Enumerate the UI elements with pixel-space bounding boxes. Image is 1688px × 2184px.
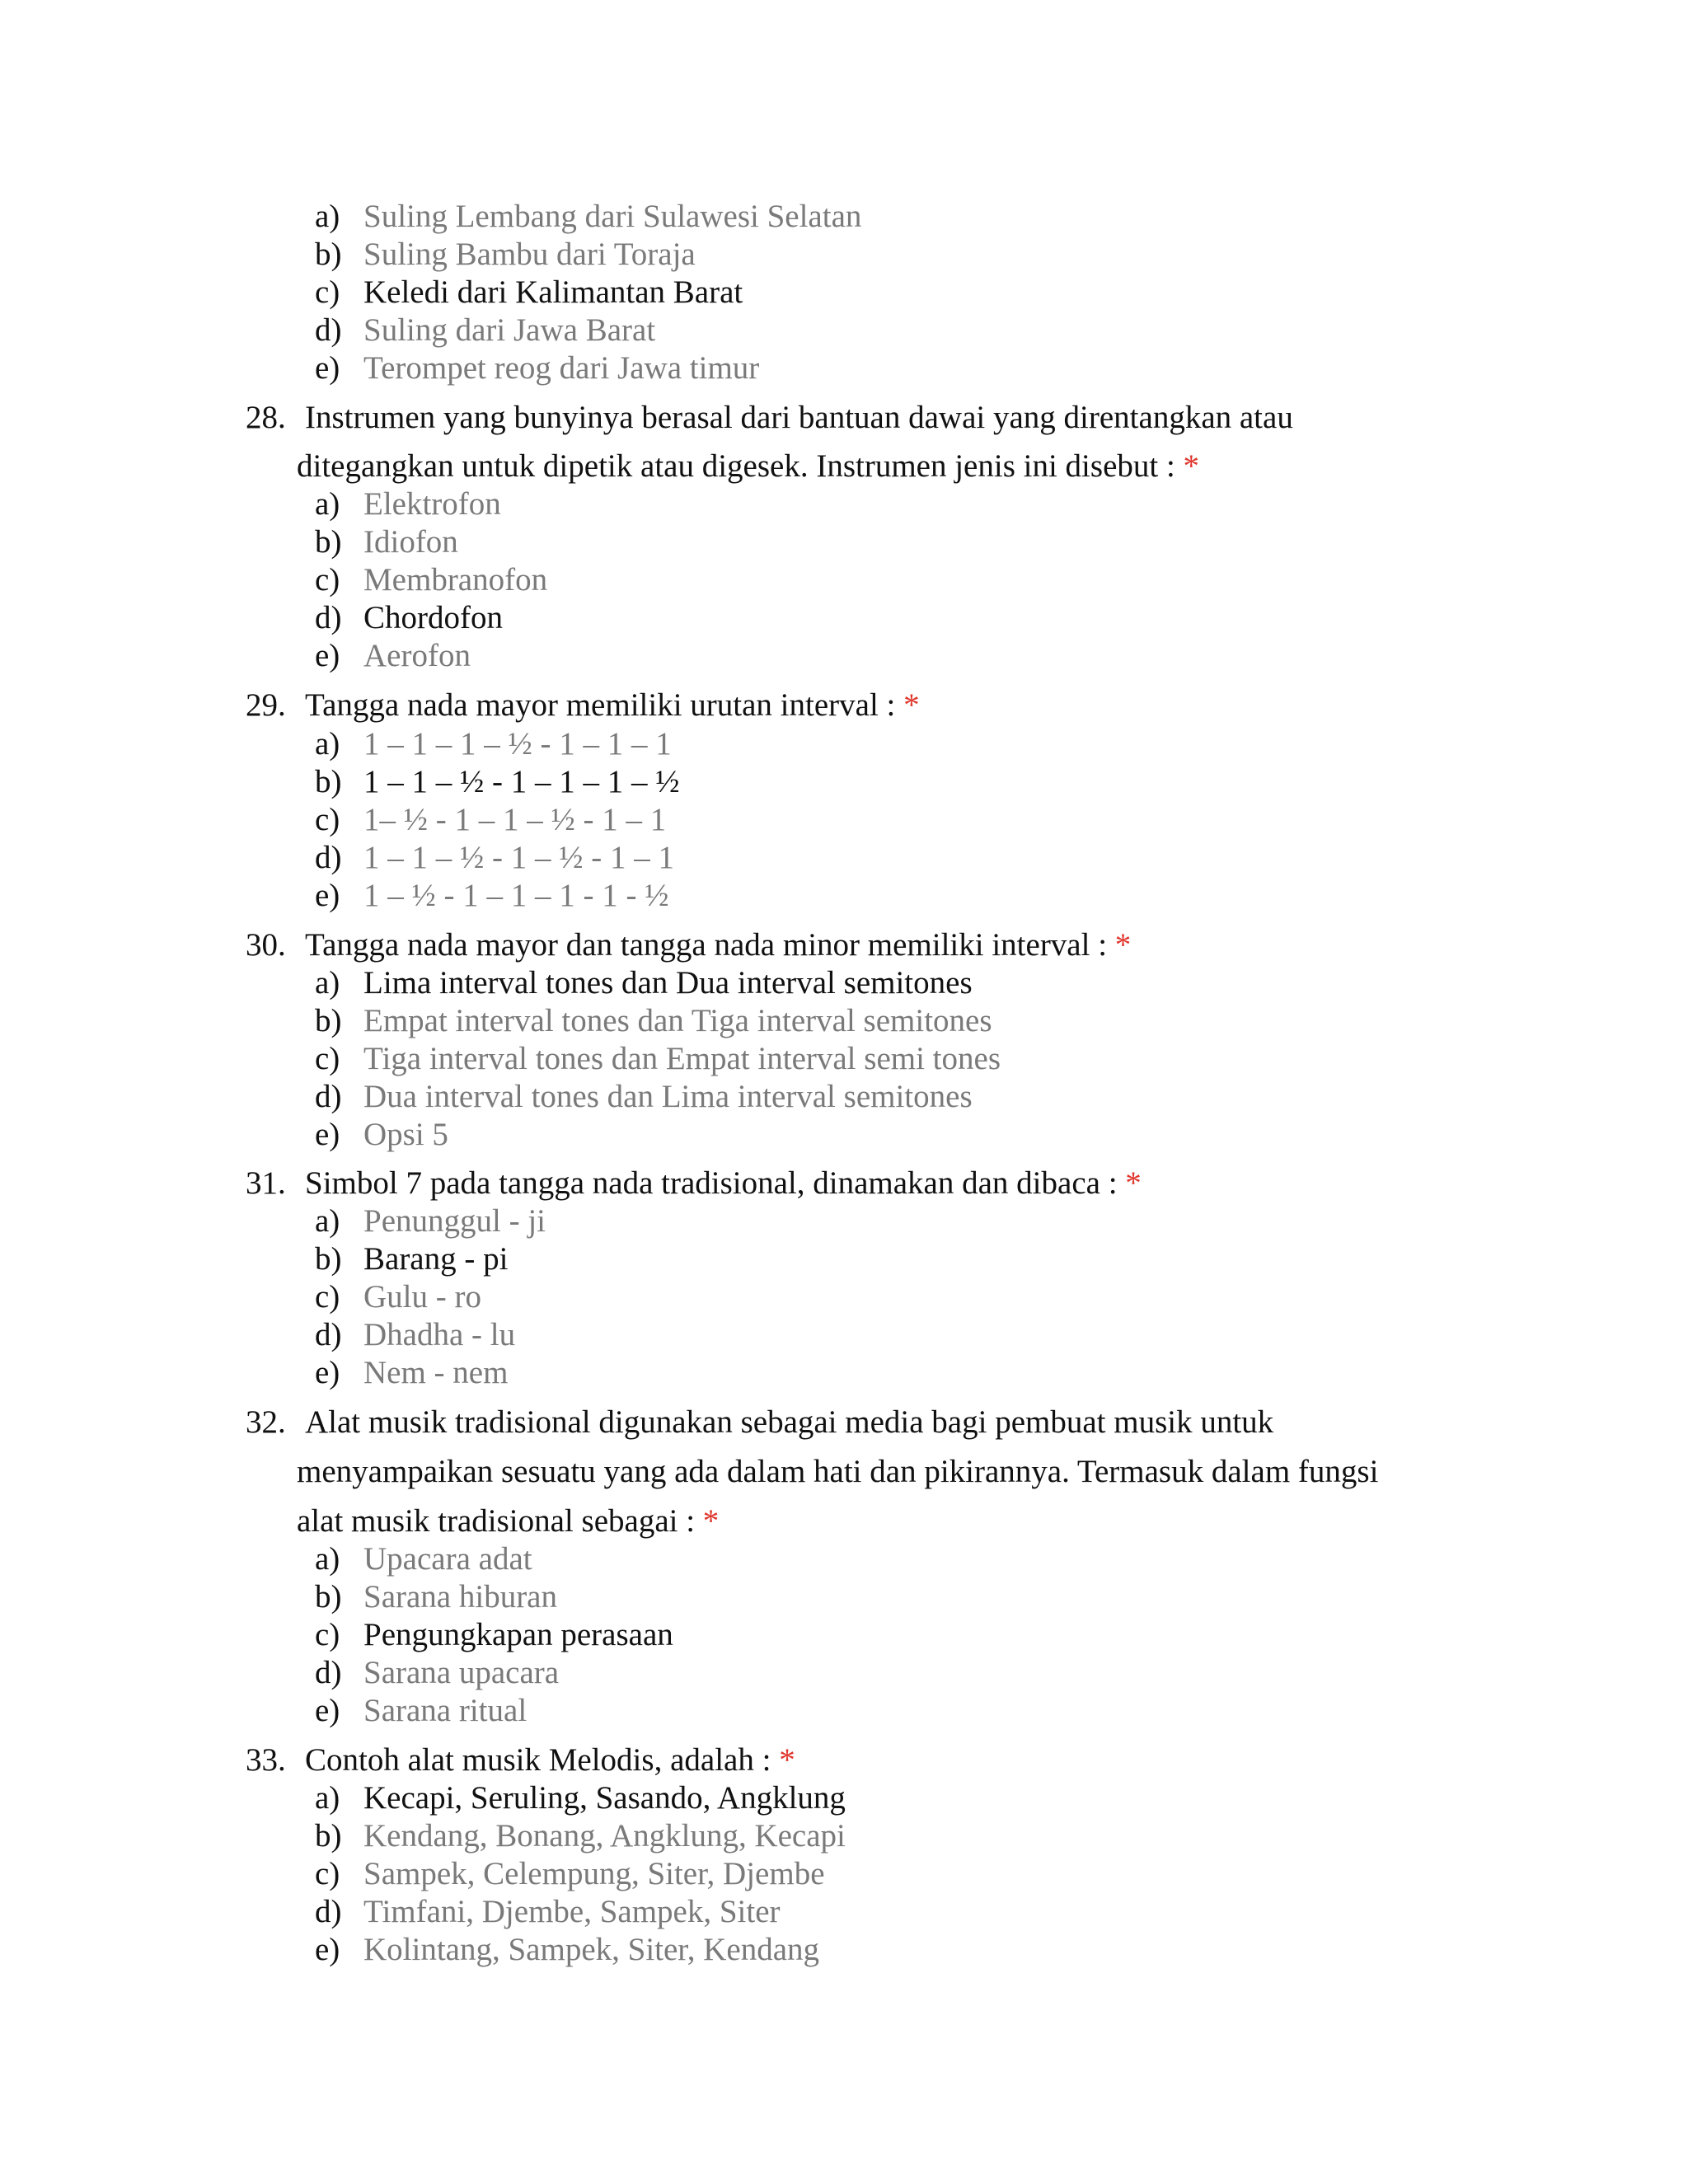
option-letter: b) — [315, 237, 342, 272]
question-number: 29. — [246, 687, 286, 723]
option-letter: a) — [315, 486, 340, 522]
question-number: 30. — [246, 927, 286, 963]
option-letter: a) — [315, 199, 340, 234]
option-letter: a) — [315, 726, 340, 762]
option-text: Aerofon — [363, 638, 471, 673]
option-text: Nem - nem — [363, 1355, 509, 1390]
question-number: 32. — [246, 1404, 286, 1440]
option-letter: a) — [315, 1203, 340, 1239]
option-text: Gulu - ro — [363, 1279, 481, 1315]
option-text-correct: Barang - pi — [363, 1241, 509, 1277]
option-letter: c) — [315, 562, 340, 598]
option-text: Terompet reog dari Jawa timur — [363, 350, 760, 386]
option-text: Tiga interval tones dan Empat interval semi tones — [363, 1041, 1001, 1076]
option-letter: a) — [315, 1541, 340, 1577]
required-asterisk: * — [1183, 448, 1200, 484]
required-asterisk: * — [903, 687, 920, 723]
question-text-line: menyampaikan sesuatu yang ada dalam hati dan pikirannya. Termasuk dalam fungsi — [297, 1454, 1379, 1489]
option-text-correct: Lima interval tones dan Dua interval semitones — [363, 965, 973, 1001]
option-text: Kolintang, Sampek, Siter, Kendang — [363, 1932, 820, 1967]
option-text: Membranofon — [363, 562, 548, 598]
option-letter: d) — [315, 840, 342, 875]
question-number: 28. — [246, 400, 286, 435]
option-letter: c) — [315, 1041, 340, 1076]
option-letter: d) — [315, 1079, 342, 1114]
option-text: Sampek, Celempung, Siter, Djembe — [363, 1856, 825, 1891]
option-letter: b) — [315, 764, 342, 799]
required-asterisk: * — [779, 1742, 795, 1778]
option-text-correct: Keledi dari Kalimantan Barat — [363, 274, 743, 310]
option-text: 1 – ½ - 1 – 1 – 1 - 1 - ½ — [363, 878, 669, 913]
option-letter: e) — [315, 1355, 340, 1390]
option-text: 1 – 1 – 1 – ½ - 1 – 1 – 1 — [363, 726, 672, 762]
option-text: Idiofon — [363, 524, 458, 560]
option-text: Sarana hiburan — [363, 1579, 557, 1615]
option-letter: b) — [315, 1579, 342, 1615]
option-text: Sarana ritual — [363, 1693, 528, 1728]
option-text: Timfani, Djembe, Sampek, Siter — [363, 1894, 781, 1929]
required-asterisk: * — [1114, 927, 1132, 963]
option-letter: b) — [315, 1003, 342, 1038]
question-text-line: Instrumen yang bunyinya berasal dari bantuan dawai yang direntangkan atau — [305, 400, 1293, 435]
option-letter: c) — [315, 274, 340, 310]
option-letter: d) — [315, 1317, 342, 1352]
option-letter: d) — [315, 1655, 342, 1690]
question-number: 31. — [246, 1165, 286, 1201]
option-text: Upacara adat — [363, 1541, 532, 1577]
option-letter: c) — [315, 802, 340, 837]
option-letter: c) — [315, 1279, 340, 1315]
option-text: 1 – 1 – ½ - 1 – ½ - 1 – 1 — [363, 840, 674, 875]
option-letter: a) — [315, 1780, 340, 1816]
option-text-correct: Kecapi, Seruling, Sasando, Angklung — [363, 1780, 846, 1816]
option-letter: d) — [315, 600, 342, 635]
option-letter: d) — [315, 312, 342, 348]
option-letter: b) — [315, 1818, 342, 1854]
option-text: Elektrofon — [363, 486, 501, 522]
option-letter: e) — [315, 878, 340, 913]
option-text-correct: Chordofon — [363, 600, 503, 635]
required-asterisk: * — [1125, 1165, 1142, 1201]
option-letter: e) — [315, 638, 340, 673]
option-text: Empat interval tones dan Tiga interval semitones — [363, 1003, 992, 1038]
option-letter: b) — [315, 524, 342, 560]
required-asterisk: * — [702, 1503, 720, 1539]
option-text: Opsi 5 — [363, 1117, 448, 1152]
question-text-line: alat musik tradisional sebagai : * — [297, 1503, 720, 1539]
question-number: 33. — [246, 1742, 286, 1778]
option-letter: b) — [315, 1241, 342, 1277]
option-text: Kendang, Bonang, Angklung, Kecapi — [363, 1818, 846, 1854]
question-text-line: Alat musik tradisional digunakan sebagai media bagi pembuat musik untuk — [305, 1404, 1274, 1440]
option-letter: a) — [315, 965, 340, 1001]
question-text-line: ditegangkan untuk dipetik atau digesek. Instrumen jenis ini disebut : * — [297, 448, 1200, 484]
option-letter: d) — [315, 1894, 342, 1929]
option-text: Dhadha - lu — [363, 1317, 516, 1352]
question-text-line: Contoh alat musik Melodis, adalah : * — [305, 1742, 795, 1778]
question-text-line: Tangga nada mayor memiliki urutan interval : * — [305, 687, 920, 723]
option-letter: e) — [315, 1693, 340, 1728]
option-text: Suling Lembang dari Sulawesi Selatan — [363, 199, 862, 234]
option-text-correct: Pengungkapan perasaan — [363, 1617, 673, 1652]
option-text: Suling dari Jawa Barat — [363, 312, 656, 348]
option-text: Dua interval tones dan Lima interval semitones — [363, 1079, 973, 1114]
option-text: Penunggul - ji — [363, 1203, 546, 1239]
option-letter: c) — [315, 1617, 340, 1652]
option-letter: e) — [315, 1117, 340, 1152]
option-letter: e) — [315, 1932, 340, 1967]
question-text-line: Tangga nada mayor dan tangga nada minor memiliki interval : * — [305, 927, 1132, 963]
option-text: 1– ½ - 1 – 1 – ½ - 1 – 1 — [363, 802, 667, 837]
option-text: Suling Bambu dari Toraja — [363, 237, 696, 272]
option-letter: e) — [315, 350, 340, 386]
option-text-correct: 1 – 1 – ½ - 1 – 1 – 1 – ½ — [363, 764, 680, 799]
option-text: Sarana upacara — [363, 1655, 560, 1690]
question-text-line: Simbol 7 pada tangga nada tradisional, dinamakan dan dibaca : * — [305, 1165, 1142, 1201]
option-letter: c) — [315, 1856, 340, 1891]
